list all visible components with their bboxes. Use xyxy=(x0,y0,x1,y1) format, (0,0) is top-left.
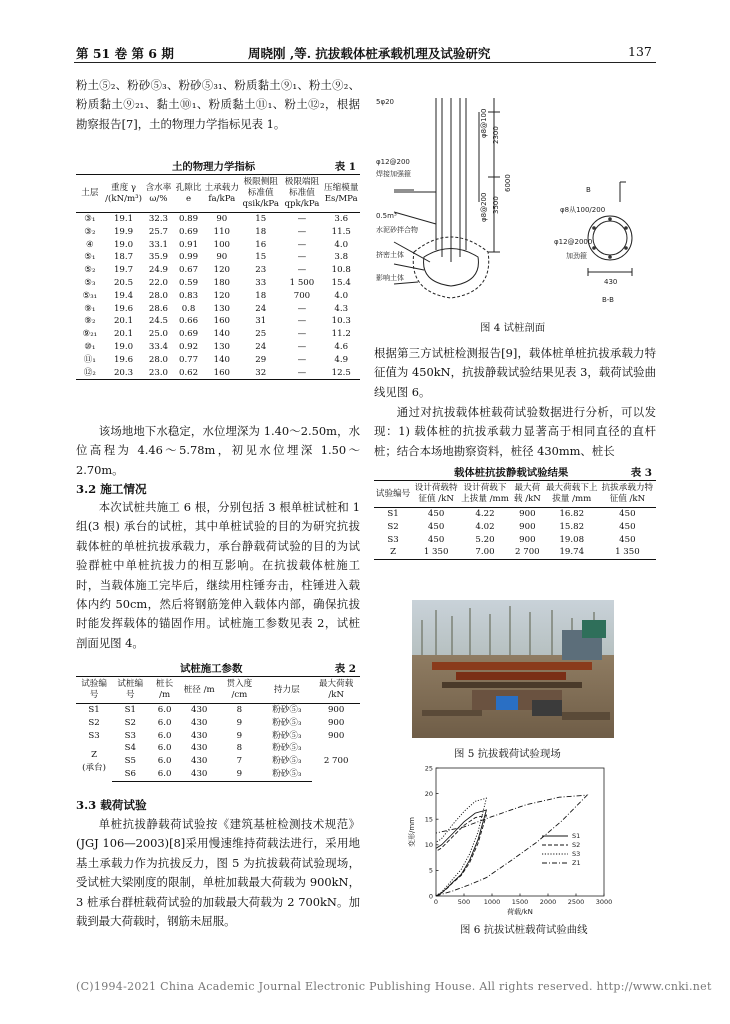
t2-cell: 900 xyxy=(327,705,345,715)
left-paragraph-4: 单桩抗拔静载荷试验按《建筑基桩检测技术规范》(JGJ 106—2003)[8]采用慢速维持荷载法进行，采用地基土承载力作为抗拔反力，图 5 为抗拔载荷试验现场，受试桩大梁刚度的限制，单桩加载最大荷载为 900kN，3 桩承台群桩载荷试验的加载最大荷载为 2 700kN。加载到最大荷载时，钢筋未屈服。 xyxy=(76,817,360,929)
t1-cell: ⑫₂ xyxy=(76,367,104,380)
table-3-number: 表 3 xyxy=(630,467,652,479)
t1-head-1: 重度 γ /(kN/m³) xyxy=(104,175,144,213)
t2-cell: 9 xyxy=(236,730,243,741)
fig4-label-spiral: φ8从100/200 xyxy=(560,206,606,214)
t1-cell: 28.6 xyxy=(148,303,169,314)
t1-cell: ③₁ xyxy=(84,214,96,224)
t1-cell: 23.0 xyxy=(143,367,173,380)
t2-cell: 430 xyxy=(190,756,208,767)
t1-cell: 3.6 xyxy=(334,214,349,224)
t2-cell: 6.0 xyxy=(157,730,172,741)
table-2-row xyxy=(76,717,360,730)
t1-cell: 0.91 xyxy=(178,239,199,250)
t3-cell: 15.82 xyxy=(559,521,585,532)
t3-cell: 450 xyxy=(427,534,445,545)
t1-cell: 11.5 xyxy=(331,226,351,237)
table-1-row xyxy=(76,264,360,277)
table-3-row xyxy=(374,534,656,547)
t2-cell: S6 xyxy=(112,768,148,781)
t1-cell: ⑤₃ xyxy=(84,277,96,288)
t1-cell: ⑨₂ xyxy=(84,316,96,327)
t1-cell: 19.0 xyxy=(113,341,134,352)
t1-cell: 25 xyxy=(255,329,267,340)
chart-x-tick-label: 0 xyxy=(433,898,439,906)
t1-cell: 1 500 xyxy=(289,277,315,288)
t1-cell: 700 xyxy=(293,290,311,301)
fig4-label-ring-bar: 焊接加强箍 xyxy=(376,170,411,178)
table-1-grid xyxy=(76,174,360,380)
left-paragraph-1: 粉土⑤₂、粉砂⑤₃、粉砂⑤₃₁、粉质黏土⑨₁、粉土⑨₂、粉质黏土⑨₂₁、黏土⑩₁、粉质黏土⑪₁、粉土⑫₂，根据勘察报告[7]，土的物理力学指标见表 1。 xyxy=(76,78,360,131)
t1-cell: 0.92 xyxy=(178,341,199,352)
t3-head-1: 设计荷载特征值 /kN xyxy=(412,481,460,508)
figure-5-site-photo xyxy=(412,600,614,738)
t3-cell: 4.22 xyxy=(475,509,495,519)
table-3-row xyxy=(374,546,656,559)
right-paragraph-2: 通过对抗拔载体桩载荷试验数据进行分析，可以发现：1) 载体桩的抗拔承载力显著高于相同直径的直杆桩；结合本场地勘察资料，桩径 430mm、桩长 xyxy=(374,405,656,458)
t1-cell: — xyxy=(297,252,307,263)
t3-head-4: 最大荷载下上拔量 /mm xyxy=(545,481,599,508)
table-1-row xyxy=(76,354,360,367)
fig4-label-bar: 5φ20 xyxy=(376,98,394,106)
t2-cell: 6.0 xyxy=(157,705,172,715)
table-3-row xyxy=(374,508,656,521)
t3-cell: S2 xyxy=(387,521,399,532)
table-1-row xyxy=(76,251,360,264)
fig4-label-section: B-B xyxy=(602,296,614,304)
fig4-dim-6000: 6000 xyxy=(504,174,512,192)
t1-cell: 15 xyxy=(255,252,267,263)
t1-cell: 10.3 xyxy=(331,316,351,327)
t1-cell: 25.7 xyxy=(148,226,169,237)
chart-y-axis-label: 变形/mm xyxy=(408,817,416,847)
t1-head-4: 土承载力 fa/kPa xyxy=(204,175,240,213)
table-1-row xyxy=(76,213,360,226)
t1-cell: 90 xyxy=(216,252,228,263)
t3-cell: 4.02 xyxy=(475,521,495,532)
t1-cell: 33 xyxy=(255,277,267,288)
figure-4-pile-section-drawing xyxy=(374,92,656,310)
fig4-dim-phi8-200: φ8@200 xyxy=(480,192,488,222)
table-3-row xyxy=(374,521,656,534)
t1-head-7: 压缩模量 Es/MPa xyxy=(322,175,360,213)
t2-head-5: 持力层 xyxy=(261,677,312,704)
t1-head-3: 孔隙比 e xyxy=(174,175,204,213)
t1-cell: 33.4 xyxy=(148,341,169,352)
t3-cell: 2 700 xyxy=(510,546,545,559)
t1-cell: — xyxy=(297,265,307,276)
t1-cell: 15 xyxy=(255,214,267,224)
chart-x-tick-label: 500 xyxy=(457,898,471,906)
fig4-dim-2300: 2300 xyxy=(492,126,500,144)
t2-cell: 900 xyxy=(327,730,345,741)
t2-cell: 6.0 xyxy=(157,756,172,767)
t2-cell: 6.0 xyxy=(157,717,172,728)
t3-cell: 450 xyxy=(427,521,445,532)
table-1-number: 表 1 xyxy=(334,161,356,173)
t3-cell: S3 xyxy=(387,534,399,545)
header-page-number: 137 xyxy=(628,44,652,59)
t1-cell: 24.5 xyxy=(148,316,169,327)
fig4-label-influence: 影响土体 xyxy=(376,274,404,282)
t1-cell: 28.0 xyxy=(148,290,169,301)
t1-cell: 20.5 xyxy=(113,277,134,288)
chart-y-tick-label: 20 xyxy=(424,789,433,798)
t1-cell: ⑩₁ xyxy=(84,341,96,352)
t2-group-load: 2 700 xyxy=(323,756,349,767)
t3-head-0: 试验编号 xyxy=(374,481,412,508)
t2-cell: 6.0 xyxy=(148,768,181,781)
t1-cell: 4.3 xyxy=(334,303,349,314)
t1-cell: ⑤₂ xyxy=(84,265,96,276)
t3-cell: 450 xyxy=(619,509,636,519)
t1-cell: — xyxy=(297,226,307,237)
table-1-row xyxy=(76,328,360,341)
fig4-label-mark-b: B xyxy=(586,186,591,194)
t1-cell: — xyxy=(297,303,307,314)
t2-cell: S5 xyxy=(124,756,136,767)
table-1-row xyxy=(76,315,360,328)
t3-cell: 900 xyxy=(519,509,536,519)
t1-cell: 180 xyxy=(213,277,231,288)
chart-y-tick-label: 0 xyxy=(428,892,433,901)
table-1-caption: 土的物理力学指标 xyxy=(172,161,256,173)
t2-cell: S2 xyxy=(88,717,100,728)
table-1 xyxy=(76,158,360,380)
header-volume: 第 51 卷 第 6 期 xyxy=(76,46,174,61)
t2-cell: 430 xyxy=(181,768,218,781)
t1-cell: ⑤₁ xyxy=(84,252,96,263)
t1-cell: 24 xyxy=(255,303,267,314)
fig4-label-diameter: 430 xyxy=(604,278,618,286)
t1-cell: 3.8 xyxy=(334,252,349,263)
t2-head-1: 试桩编号 xyxy=(112,677,148,704)
fig4-label-compact: 挤密土体 xyxy=(376,251,404,259)
table-3-caption: 载体桩抗拔静载试验结果 xyxy=(454,467,569,479)
t1-cell: 20.1 xyxy=(113,316,134,327)
t1-cell: 12.5 xyxy=(322,367,360,380)
figure-4-caption: 图 4 试桩剖面 xyxy=(480,322,546,334)
t1-cell: ⑨₁ xyxy=(84,303,96,314)
t2-head-3: 桩径 /m xyxy=(181,677,218,704)
t1-cell: 4.9 xyxy=(334,354,349,365)
t2-head-2: 桩长 /m xyxy=(148,677,181,704)
t1-cell: ⑪₁ xyxy=(83,354,96,365)
t3-cell: 450 xyxy=(619,521,636,532)
t1-cell: 120 xyxy=(213,290,231,301)
t2-cell: 9 xyxy=(217,768,261,781)
t3-cell: 1 350 xyxy=(412,546,460,559)
t1-cell: 160 xyxy=(213,316,231,327)
figure-5-caption: 图 5 抗拔载荷试验现场 xyxy=(454,748,561,760)
t1-cell: 25.0 xyxy=(148,329,169,340)
t3-cell: 450 xyxy=(619,534,636,545)
t2-cell: S2 xyxy=(124,717,136,728)
t2-cell: 粉砂⑤₃ xyxy=(272,705,302,715)
t2-cell: 430 xyxy=(190,717,208,728)
t1-cell: 0.66 xyxy=(178,316,199,327)
chart-series-s2 xyxy=(436,815,486,896)
t3-head-5: 抗拔承载力特征值 /kN xyxy=(599,481,656,508)
t1-cell: — xyxy=(297,354,307,365)
t3-cell: S1 xyxy=(387,509,399,519)
t2-cell: S4 xyxy=(124,743,136,754)
table-2-caption: 试桩施工参数 xyxy=(180,663,243,675)
t1-head-5: 极限侧阻标准值 qsik/kPa xyxy=(240,175,281,213)
t2-head-0: 试验编号 xyxy=(76,677,112,704)
t1-cell: 35.9 xyxy=(148,252,169,263)
t2-head-4: 贯入度 /cm xyxy=(217,677,261,704)
t1-cell: 4.0 xyxy=(334,290,349,301)
t1-cell: 19.1 xyxy=(113,214,134,224)
t2-cell: S3 xyxy=(88,730,100,741)
t2-cell: 430 xyxy=(190,730,208,741)
t1-cell: ⑤₃₁ xyxy=(82,290,98,301)
t1-cell: — xyxy=(297,329,307,340)
t1-cell: 16 xyxy=(255,239,267,250)
t3-cell: 16.82 xyxy=(559,509,585,519)
t1-cell: 0.69 xyxy=(178,329,199,340)
t1-cell: 22.0 xyxy=(148,277,169,288)
t2-cell: 粉砂⑤₃ xyxy=(272,743,302,754)
left-paragraph-2: 该场地地下水稳定，水位埋深为 1.40～2.50m，水位高程为 4.46～5.78m，初见水位埋深 1.50～2.70m。 xyxy=(76,424,360,477)
t2-cell: 430 xyxy=(190,705,208,715)
t1-cell: 19.6 xyxy=(113,303,134,314)
figure-6-load-displacement-chart xyxy=(392,760,622,916)
t1-head-6: 极限端阻标准值 qpk/kPa xyxy=(281,175,322,213)
t1-cell: — xyxy=(297,341,307,352)
t2-cell: 8 xyxy=(236,743,243,754)
t1-head-0: 土层 xyxy=(76,175,104,213)
table-3 xyxy=(374,464,656,560)
t2-cell: 粉砂⑤₃ xyxy=(272,730,302,741)
t1-cell: 19.9 xyxy=(113,226,134,237)
t1-cell: 10.8 xyxy=(331,265,351,276)
t2-cell: 9 xyxy=(236,717,243,728)
t2-cell: 粉砂⑤₃ xyxy=(272,717,302,728)
left-paragraph-3: 本次试桩共施工 6 根，分别包括 3 根单桩试桩和 1 组(3 根) 承台的试桩，其中单桩试验的目的为研究抗拔载体桩的单桩抗拔承载力，承台静载荷试验的目的为试验群桩中单桩抗拔力的相互影响。在抗拔载体桩施工时，当载体施工完毕后，继续用柱锤夯击，柱锤进入载体内约 50cm，然后将钢筋笼伸入载体内部，确保抗拔时能发挥载体的锚固作用。试桩施工参数见表 2，试桩剖面见图 4。 xyxy=(76,500,360,650)
t1-cell: — xyxy=(297,214,307,224)
fig4-dim-phi8-100: φ8@100 xyxy=(480,108,488,138)
t1-cell: 32 xyxy=(240,367,281,380)
t1-cell: ④ xyxy=(85,239,94,250)
chart-x-tick-label: 1500 xyxy=(511,898,529,906)
t1-cell: 0.89 xyxy=(178,214,199,224)
table-1-row xyxy=(76,341,360,354)
table-1-row xyxy=(76,239,360,252)
t2-group-id-cell xyxy=(76,742,112,781)
t2-cell: 8 xyxy=(236,705,243,715)
chart-y-tick-label: 5 xyxy=(428,866,433,875)
t1-cell: 19.7 xyxy=(113,265,134,276)
t1-cell: 130 xyxy=(213,341,231,352)
table-2-row xyxy=(76,730,360,743)
t1-cell: 0.99 xyxy=(178,252,199,263)
t3-cell: 5.20 xyxy=(475,534,495,545)
fig4-label-stiff-ring: 加劲箍 xyxy=(566,252,587,260)
table-1-row xyxy=(76,367,360,380)
section-3-2-heading: 3.2 施工情况 xyxy=(76,482,147,496)
table-1-row xyxy=(76,277,360,290)
chart-series-z1 xyxy=(436,795,587,896)
t1-cell: — xyxy=(297,239,307,250)
t2-cell: 430 xyxy=(190,743,208,754)
t1-cell: 4.0 xyxy=(334,239,349,250)
section-3-3-heading: 3.3 载荷试验 xyxy=(76,798,147,812)
t2-cell: S3 xyxy=(124,730,136,741)
t3-cell: 450 xyxy=(427,509,445,519)
right-paragraph-1: 根据第三方试桩检测报告[9]，载体桩单桩抗拔承载力特征值为 450kN，抗拔静载试验结果见表 3，载荷试验曲线见图 6。 xyxy=(374,346,656,399)
t1-cell: 120 xyxy=(213,265,231,276)
t1-cell: 0.83 xyxy=(178,290,199,301)
t1-cell: ⑨₂₁ xyxy=(82,329,98,340)
t3-cell: 900 xyxy=(519,534,536,545)
table-1-row xyxy=(76,290,360,303)
t1-cell: 20.3 xyxy=(104,367,144,380)
t2-head-6: 最大荷载 /kN xyxy=(312,677,360,704)
t2-cell: 粉砂⑤₃ xyxy=(272,756,302,767)
chart-x-axis-label: 荷载/kN xyxy=(507,908,533,916)
t2-cell: S1 xyxy=(88,705,100,715)
chart-series-s3 xyxy=(436,798,486,896)
t1-cell: 0.77 xyxy=(178,354,199,365)
table-2-number: 表 2 xyxy=(334,663,356,675)
chart-y-tick-label: 15 xyxy=(424,815,433,824)
chart-x-tick-label: 3000 xyxy=(595,898,613,906)
figure-6-caption: 图 6 抗拔试桩载荷试验曲线 xyxy=(460,924,588,936)
t1-cell: 140 xyxy=(213,329,231,340)
header-title: 周晓刚 ,等. 抗拔载体桩承载机理及试验研究 xyxy=(248,46,491,61)
t1-cell: 20.1 xyxy=(113,329,134,340)
chart-y-tick-label: 10 xyxy=(424,841,433,850)
t3-cell: 900 xyxy=(519,521,536,532)
fig4-label-filler: 水泥砂拌合物 xyxy=(376,226,418,234)
t1-cell: 4.6 xyxy=(334,341,349,352)
table-2 xyxy=(76,660,360,782)
t2-cell: S1 xyxy=(124,705,136,715)
fig4-label-stiffener: φ12@2000 xyxy=(554,238,593,246)
t1-cell: 24 xyxy=(255,341,267,352)
chart-legend-label: Z1 xyxy=(572,859,581,867)
t1-cell: 18 xyxy=(255,226,267,237)
t1-cell: 0.59 xyxy=(178,277,199,288)
chart-x-tick-label: 2500 xyxy=(567,898,585,906)
chart-legend-label: S1 xyxy=(572,832,581,840)
t1-cell: 15.4 xyxy=(331,277,351,288)
t1-cell: ③₂ xyxy=(84,226,96,237)
fig4-label-tie: φ12@200 xyxy=(376,158,410,166)
t2-cell: 6.0 xyxy=(157,743,172,754)
footer-copyright: (C)1994-2021 China Academic Journal Electronic Publishing House. All rights reserved. http://www.cnki.net xyxy=(76,980,712,993)
t1-cell: — xyxy=(297,316,307,327)
table-3-grid xyxy=(374,480,656,560)
t1-cell: 140 xyxy=(213,354,231,365)
t1-cell: 90 xyxy=(216,214,228,224)
t3-cell: Z xyxy=(374,546,412,559)
t3-cell: 7.00 xyxy=(460,546,510,559)
t1-cell: 110 xyxy=(213,226,231,237)
chart-legend-label: S3 xyxy=(572,850,581,858)
t1-cell: 18.7 xyxy=(113,252,134,263)
t3-cell: 19.74 xyxy=(545,546,599,559)
header-rule xyxy=(74,62,656,63)
t2-cell: 粉砂⑤₃ xyxy=(261,768,312,781)
t1-cell: 130 xyxy=(213,303,231,314)
t1-cell: 0.69 xyxy=(178,226,199,237)
table-2-grid xyxy=(76,676,360,782)
fig4-label-base: 0.5m³ xyxy=(376,212,397,220)
chart-y-tick-label: 25 xyxy=(424,764,433,773)
t3-cell: 1 350 xyxy=(599,546,656,559)
t2-group-id: Z xyxy=(91,750,98,761)
t1-cell: 32.3 xyxy=(148,214,169,224)
chart-x-tick-label: 2000 xyxy=(539,898,557,906)
t1-cell: 19.6 xyxy=(113,354,134,365)
t1-cell: 23 xyxy=(255,265,267,276)
t2-group-note: (承台) xyxy=(82,762,107,773)
t1-cell: 29 xyxy=(255,354,267,365)
chart-legend-label: S2 xyxy=(572,841,581,849)
t1-cell: — xyxy=(281,367,322,380)
t1-cell: 31 xyxy=(255,316,267,327)
t1-cell: 33.1 xyxy=(148,239,169,250)
t1-cell: 160 xyxy=(204,367,240,380)
t1-cell: 0.62 xyxy=(174,367,204,380)
t1-cell: 28.0 xyxy=(148,354,169,365)
t1-cell: 19.0 xyxy=(113,239,134,250)
t3-head-3: 最大荷载 /kN xyxy=(510,481,545,508)
table-1-row xyxy=(76,303,360,316)
t1-cell: 18 xyxy=(255,290,267,301)
t1-cell: 24.9 xyxy=(148,265,169,276)
t1-cell: 0.67 xyxy=(178,265,199,276)
chart-series-s1 xyxy=(436,810,486,896)
t1-head-2: 含水率 ω/% xyxy=(143,175,173,213)
t2-cell: 7 xyxy=(236,756,243,767)
t3-cell: 19.08 xyxy=(559,534,585,545)
chart-x-tick-label: 1000 xyxy=(483,898,501,906)
t1-cell: 100 xyxy=(213,239,231,250)
t2-cell: 900 xyxy=(327,717,345,728)
t1-cell: 11.2 xyxy=(331,329,351,340)
t1-cell: 0.8 xyxy=(181,303,196,314)
t1-cell: 19.4 xyxy=(113,290,134,301)
table-2-row xyxy=(76,704,360,717)
t3-head-2: 设计荷载下上拔量 /mm xyxy=(460,481,510,508)
fig4-dim-3500: 3500 xyxy=(492,196,500,214)
table-1-row xyxy=(76,226,360,239)
table-2-group-row xyxy=(76,742,360,755)
